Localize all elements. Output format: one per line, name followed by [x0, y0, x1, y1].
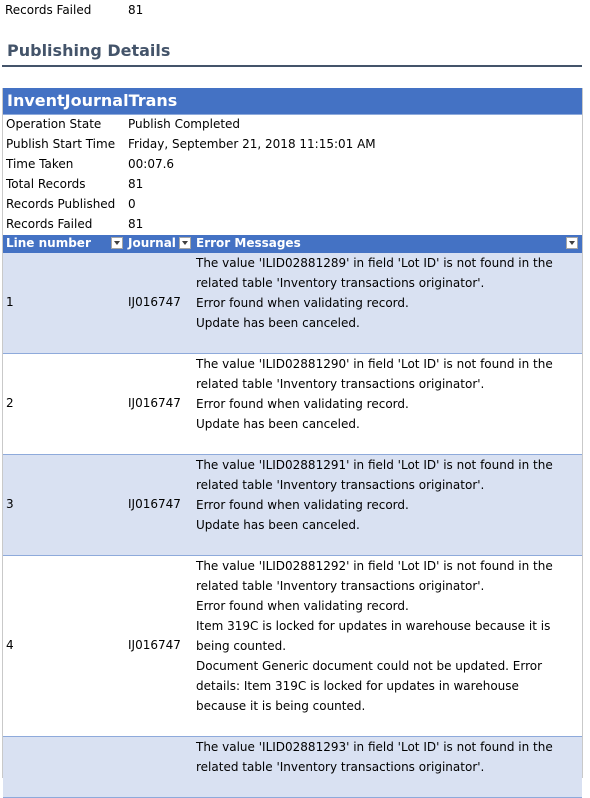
info-row-total-records — [3, 175, 582, 195]
error-message-line: related table 'Inventory transactions originator'. — [196, 579, 485, 593]
cell-line-number: 1 — [6, 295, 14, 309]
error-message-line: The value 'ILID02881289' in field 'Lot ID' is not found in the — [196, 256, 553, 270]
info-label: Records Published — [6, 197, 116, 211]
error-message-line: related table 'Inventory transactions originator'. — [196, 760, 485, 774]
cell-line-number: 3 — [6, 497, 14, 511]
error-message-line: Error found when validating record. — [196, 397, 409, 411]
error-message-line: Document Generic document could not be updated. Error — [196, 659, 543, 673]
table-row — [3, 253, 582, 354]
error-message-line: Error found when validating record. — [196, 599, 409, 613]
summary-value: 81 — [128, 3, 144, 17]
column-header-error-messages: Error Messages — [196, 236, 301, 250]
error-message-line: being counted. — [196, 639, 287, 653]
error-message-line: The value 'ILID02881292' in field 'Lot ID' is not found in the — [196, 559, 553, 573]
info-value: 00:07.6 — [128, 157, 175, 171]
info-row-time-taken — [3, 155, 582, 175]
section-divider — [2, 65, 582, 67]
publishing-table — [2, 88, 583, 778]
info-value: Publish Completed — [128, 117, 241, 131]
filter-dropdown-line-number[interactable] — [111, 237, 123, 249]
info-row-records-published — [3, 195, 582, 215]
cell-error-messages — [196, 556, 576, 716]
error-message-line: Item 319C is locked for updates in warehouse because it is — [196, 619, 551, 633]
info-label: Time Taken — [6, 157, 74, 171]
table-body — [3, 253, 582, 798]
filter-dropdown-error-messages[interactable] — [566, 237, 578, 249]
cell-error-messages — [196, 737, 576, 777]
info-row-operation-state — [3, 115, 582, 135]
table-row — [3, 556, 582, 737]
cell-error-messages — [196, 253, 576, 333]
error-message-line: Error found when validating record. — [196, 296, 409, 310]
cell-error-messages — [196, 455, 576, 535]
info-row-records-failed — [3, 215, 582, 235]
error-message-line: Error found when validating record. — [196, 498, 409, 512]
error-message-line: Update has been canceled. — [196, 417, 360, 431]
table-title: InventJournalTrans — [3, 88, 582, 115]
cell-line-number: 4 — [6, 638, 14, 652]
error-message-line: Update has been canceled. — [196, 316, 360, 330]
info-value: 81 — [128, 177, 144, 191]
info-label: Publish Start Time — [6, 137, 116, 151]
info-row-publish-start-time — [3, 135, 582, 155]
table-row — [3, 354, 582, 455]
info-value: Friday, September 21, 2018 11:15:01 AM — [128, 137, 376, 151]
info-label: Total Records — [6, 177, 86, 191]
summary-label: Records Failed — [5, 3, 92, 17]
error-message-line: related table 'Inventory transactions originator'. — [196, 478, 485, 492]
cell-error-messages — [196, 354, 576, 434]
error-message-line: details: Item 319C is locked for updates in warehouse — [196, 679, 519, 693]
info-label: Operation State — [6, 117, 102, 131]
error-message-line: The value 'ILID02881291' in field 'Lot ID' is not found in the — [196, 458, 553, 472]
error-message-line: The value 'ILID02881290' in field 'Lot ID' is not found in the — [196, 357, 553, 371]
error-message-line: related table 'Inventory transactions originator'. — [196, 377, 485, 391]
error-message-line: Update has been canceled. — [196, 518, 360, 532]
filter-dropdown-journal[interactable] — [179, 237, 191, 249]
cell-journal: IJ016747 — [128, 295, 181, 309]
error-message-line: because it is being counted. — [196, 699, 366, 713]
table-header-row — [3, 235, 582, 253]
column-header-journal: Journal — [128, 236, 176, 250]
info-label: Records Failed — [6, 217, 93, 231]
table-row — [3, 737, 582, 798]
info-value: 0 — [128, 197, 136, 211]
column-header-line-number: Line number — [6, 236, 91, 250]
summary-records-failed-row — [5, 0, 585, 20]
cell-journal: IJ016747 — [128, 396, 181, 410]
table-row — [3, 455, 582, 556]
info-value: 81 — [128, 217, 144, 231]
cell-line-number: 2 — [6, 396, 14, 410]
cell-journal: IJ016747 — [128, 638, 181, 652]
cell-journal: IJ016747 — [128, 497, 181, 511]
error-message-line: The value 'ILID02881293' in field 'Lot ID' is not found in the — [196, 740, 553, 754]
error-message-line: related table 'Inventory transactions originator'. — [196, 276, 485, 290]
section-title: Publishing Details — [7, 41, 171, 60]
